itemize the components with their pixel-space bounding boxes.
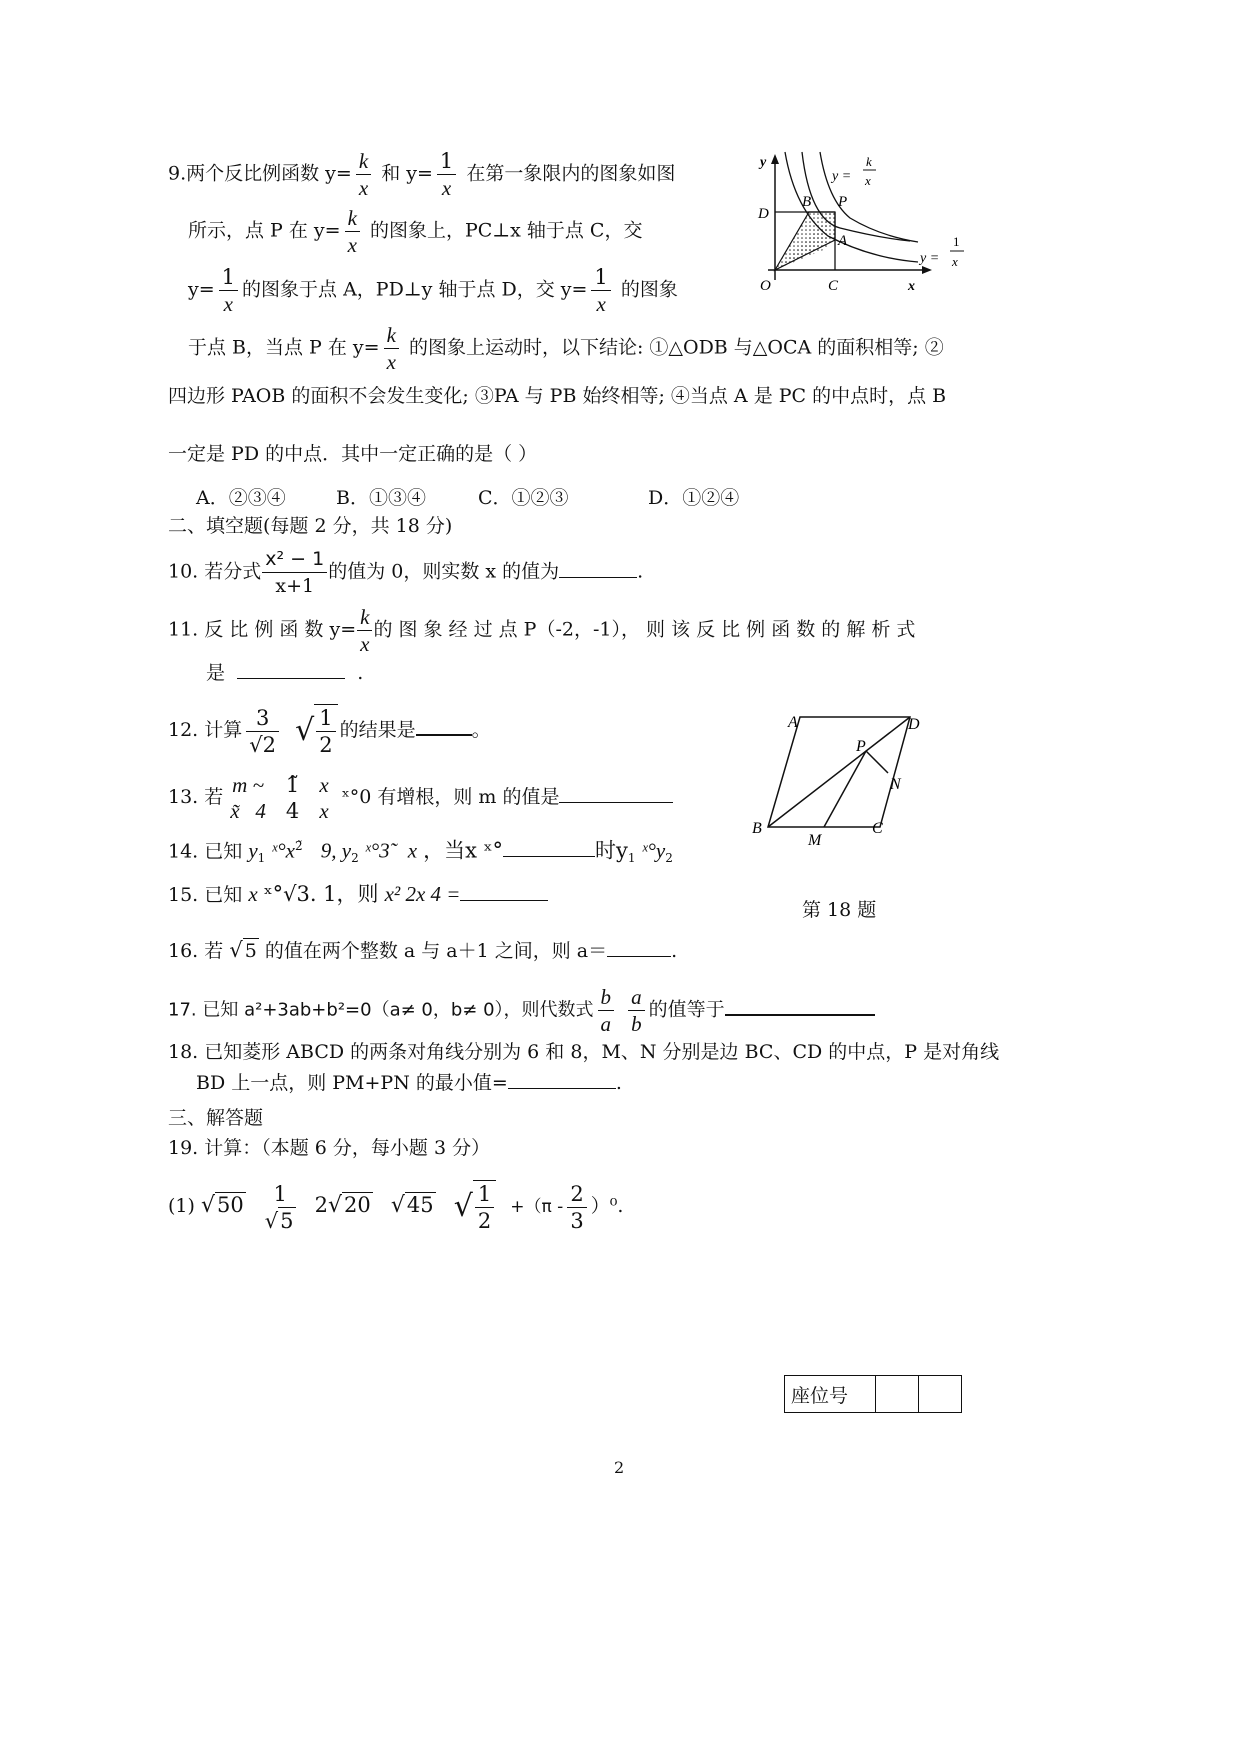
label-c: C <box>828 278 839 294</box>
q16-text: 16. 若 <box>168 940 224 962</box>
q18-line1: 18. 已知菱形 ABCD 的两条对角线分别为 6 和 8，M、N 分别是边 BC、CD 的中点，P 是对角线 <box>168 1041 1000 1063</box>
radical-sign: √ <box>453 1189 473 1224</box>
q15-expr: x² 2x 4 = <box>384 882 461 906</box>
fraction-k-over-x <box>384 322 399 375</box>
q14-expr: ˣ°x <box>271 838 295 863</box>
q19-heading: 19. 计算：（本题 6 分，每小题 3 分） <box>168 1137 491 1159</box>
numerator: 1̃ <box>285 773 300 797</box>
subscript: 2 <box>665 851 673 866</box>
arrow-icon <box>771 154 779 164</box>
q19-expr: +（π - <box>510 1197 564 1217</box>
answer-blank[interactable] <box>508 1070 616 1089</box>
fraction-m-over-x <box>227 772 269 824</box>
q10-text: 10. 若分式 <box>168 560 262 583</box>
q14-expr: 9, y <box>320 838 352 863</box>
numerator: k <box>386 323 396 347</box>
fraction-b-over-a <box>598 984 615 1037</box>
section-2-heading: 二、填空题(每题 2 分，共 18 分) <box>168 515 453 537</box>
denominator: √5 <box>264 1208 294 1233</box>
label-curve-1-den: x <box>952 254 958 269</box>
q10-text: 的值为 0，则实数 x 的值为 <box>328 560 560 583</box>
denominator: x <box>384 348 399 375</box>
y1: y <box>248 838 258 863</box>
fraction-half <box>473 1180 496 1234</box>
q11-line2 <box>206 660 363 685</box>
numerator: x² − 1 <box>265 548 325 570</box>
subscript: 1 <box>627 851 636 866</box>
fraction-1-over-x <box>437 148 456 201</box>
answer-blank[interactable] <box>237 660 345 679</box>
q14-text: 14. 已知 <box>168 840 243 863</box>
q9-text: 的图象上运动时，以下结论: ①△ODB 与△OCA 的面积相等; ② <box>408 336 944 359</box>
label-p: P <box>856 738 866 755</box>
q18-text: BD 上一点，则 PM+PN 的最小值= <box>196 1072 508 1094</box>
segment-pm <box>824 751 866 827</box>
q11-text: 是 <box>206 662 226 684</box>
q14-x: x <box>407 838 418 863</box>
label-curve-1-num: 1 <box>953 234 960 249</box>
denominator: a <box>598 1010 615 1037</box>
radical-sign: √ <box>390 1193 405 1218</box>
fraction-1-over-x <box>591 264 610 317</box>
section-3-heading: 三、解答题 <box>168 1107 264 1129</box>
numerator: k <box>358 149 369 173</box>
denominator: x <box>357 630 372 657</box>
q17-text: 17. 已知 a²+3ab+b²=0（a≠ 0，b≠ 0），则代数式 <box>168 999 594 1021</box>
q14-text: 时y <box>595 838 628 863</box>
segment-pn <box>866 751 888 773</box>
denominator: x <box>356 174 371 201</box>
q9-text: 9.两个反比例函数 y= <box>168 162 352 185</box>
q15-text: 15. 已知 <box>168 884 243 906</box>
q9-option-d: D．①②④ <box>648 487 740 509</box>
q12-text: 的结果是 <box>339 719 416 741</box>
radicand: 45 <box>406 1193 434 1217</box>
arrow-icon <box>922 266 932 274</box>
q19-part1 <box>168 1180 623 1234</box>
label-d: D <box>758 206 769 222</box>
coefficient: 2 <box>314 1193 328 1217</box>
q9-option-c: C．①②③ <box>478 487 569 509</box>
numerator: 1 <box>221 265 236 289</box>
fraction-k-over-x <box>356 148 371 201</box>
q14-expr: ˣ°3̃ <box>364 838 390 863</box>
q9-text: 的图象上，PC⊥x 轴于点 C，交 <box>369 219 643 242</box>
label-x: x <box>908 279 915 294</box>
q15-expr: ˣ°√3. 1，则 <box>263 882 379 906</box>
q13 <box>168 772 673 824</box>
m: m <box>232 773 248 797</box>
answer-blank[interactable] <box>460 882 548 901</box>
numerator: k <box>347 206 357 230</box>
q15 <box>168 882 548 907</box>
denominator: 3 <box>567 1207 586 1234</box>
answer-blank[interactable] <box>503 838 595 857</box>
radical-sign: √ <box>295 713 315 748</box>
q9-text: 于点 B，当点 P 在 y= <box>188 336 380 359</box>
numerator: 1 <box>319 706 333 730</box>
fraction-1-over-root5 <box>262 1181 299 1234</box>
radicand: 5 <box>280 1208 294 1233</box>
radicand: 50 <box>217 1193 244 1217</box>
label-m: M <box>808 832 822 849</box>
answer-blank[interactable] <box>559 559 637 578</box>
q9-line3 <box>188 264 678 317</box>
fraction-3-over-root2 <box>246 705 279 758</box>
label-a: A <box>838 233 848 249</box>
q12 <box>168 704 491 758</box>
radical-sign: √ <box>200 1193 215 1218</box>
q12-end: 。 <box>471 719 491 741</box>
numerator: k <box>360 605 370 629</box>
q11 <box>168 604 915 657</box>
fraction-q10 <box>262 546 327 599</box>
q19-expr: ）⁰. <box>590 1195 624 1217</box>
fraction-x-over-x <box>316 772 331 824</box>
q18-figure-caption: 第 18 题 <box>802 899 877 921</box>
q17 <box>168 984 875 1037</box>
denominator: b <box>628 1010 645 1037</box>
part-label: (1) <box>168 1195 195 1217</box>
denominator <box>227 798 269 824</box>
denominator: 2 <box>316 731 335 758</box>
q11-text: 11. 反 比 例 函 数 y= <box>168 618 357 641</box>
q11-end: . <box>357 662 364 684</box>
label-curve-k-den: x <box>865 173 871 188</box>
q9-option-a: A．②③④ <box>196 487 286 509</box>
numerator: 3 <box>255 705 270 730</box>
numerator: b <box>600 985 612 1009</box>
fraction-a-over-b <box>628 984 645 1037</box>
numerator: 2 <box>570 1181 584 1206</box>
q16-end: . <box>671 940 678 962</box>
numerator <box>227 772 269 798</box>
q9-option-b: B．①③④ <box>336 487 426 509</box>
q9-line1 <box>168 148 675 201</box>
numerator: 1 <box>477 1182 492 1206</box>
fraction-half <box>314 704 337 758</box>
denominator: x+1 <box>262 572 327 599</box>
numerator: 1 <box>273 1181 287 1206</box>
q18-line2 <box>196 1070 622 1095</box>
label-o: O <box>760 278 771 294</box>
q9-figure <box>740 140 970 300</box>
fraction-2-over-3 <box>567 1181 586 1234</box>
fraction-1-over-x <box>219 264 238 317</box>
answer-blank[interactable] <box>416 716 472 736</box>
label-b: B <box>752 820 762 837</box>
answer-blank[interactable] <box>725 996 875 1016</box>
denominator: 2 <box>475 1207 494 1234</box>
radicand: 20 <box>344 1193 371 1217</box>
q9-line6: 一定是 PD 的中点．其中一定正确的是（ ） <box>168 443 538 465</box>
fraction-1-over-4 <box>283 772 302 824</box>
tilde: ~ <box>252 773 264 797</box>
numerator: x <box>319 773 329 797</box>
page-number: 2 <box>614 1458 625 1477</box>
seat-number-cell[interactable] <box>876 1376 919 1413</box>
q9-line4 <box>188 322 944 375</box>
q9-text: 和 y= <box>381 162 433 185</box>
denominator: x <box>319 799 329 823</box>
q18-figure <box>740 705 950 850</box>
numerator: 1 <box>439 149 454 173</box>
answer-blank[interactable] <box>559 784 673 803</box>
denominator: x <box>345 231 360 258</box>
q9-text: 的图象 <box>620 278 678 301</box>
q9-line5: 四边形 PAOB 的面积不会发生变化; ③PA 与 PB 始终相等; ④当点 A 是 PC 的中点时，点 B <box>168 385 947 407</box>
superscript: 2̃ <box>294 839 303 853</box>
seat-number-box <box>784 1375 962 1413</box>
denominator: x <box>591 290 610 317</box>
q9-line2 <box>188 205 642 258</box>
q16 <box>168 938 677 963</box>
denominator: √2 <box>246 731 279 758</box>
q12-text: 12. 计算 <box>168 719 243 741</box>
q15-x: x <box>248 882 258 906</box>
seat-number-cell[interactable] <box>919 1376 962 1413</box>
q9-text: 所示，点 P 在 y= <box>188 219 341 242</box>
subscript: 1 <box>257 851 266 866</box>
label-curve-1: y = <box>920 251 940 266</box>
label-c: C <box>872 820 883 837</box>
answer-blank[interactable] <box>607 938 671 957</box>
numerator: a <box>631 985 642 1009</box>
label-b: B <box>802 194 812 210</box>
q18-end: . <box>615 1072 622 1094</box>
q17-text: 的值等于 <box>648 998 725 1021</box>
subscript: 2 <box>351 851 359 866</box>
q16-text: 的值在两个整数 a 与 a＋1 之间，则 a＝ <box>264 940 608 962</box>
q9-text: 在第一象限内的图象如图 <box>466 162 676 185</box>
label-curve-k: y = <box>832 169 852 184</box>
fraction-k-over-x <box>357 604 372 657</box>
q14 <box>168 834 673 870</box>
radicand: 5 <box>244 940 257 962</box>
q10 <box>168 546 643 599</box>
denominator: x <box>437 174 456 201</box>
label-a: A <box>788 714 798 731</box>
label-p: P <box>838 194 848 210</box>
q14-expr: ˣ°y <box>641 838 666 863</box>
label-curve-k-num: k <box>866 154 872 169</box>
numerator: 1 <box>594 265 608 289</box>
label-n: N <box>890 776 901 793</box>
denominator: x <box>219 290 238 317</box>
seat-number-label: 座位号 <box>785 1376 876 1413</box>
fraction-k-over-x <box>345 205 360 258</box>
q13-text: 13. 若 <box>168 786 224 808</box>
label-d: D <box>908 716 920 733</box>
q9-text: y= <box>188 278 215 301</box>
q10-end: . <box>637 560 644 583</box>
four: 4 <box>255 799 266 823</box>
q14-text: ，当x ˣ° <box>423 838 504 863</box>
q13-text: ˣ°0 有增根，则 m 的值是 <box>341 786 560 808</box>
radical-sign: √ <box>327 1193 342 1218</box>
q9-text: 的图象于点 A，PD⊥y 轴于点 D，交 y= <box>242 278 588 301</box>
x: x̃ <box>230 799 240 823</box>
q11-text: 的 图 象 经 过 点 P（-2，-1）， 则 该 反 比 例 函 数 的 解 析 式 <box>373 618 916 641</box>
diagonal-bd <box>768 717 910 827</box>
radical-sign: √ <box>229 938 243 962</box>
label-y: y <box>760 155 767 170</box>
denominator: 4 <box>285 799 300 823</box>
